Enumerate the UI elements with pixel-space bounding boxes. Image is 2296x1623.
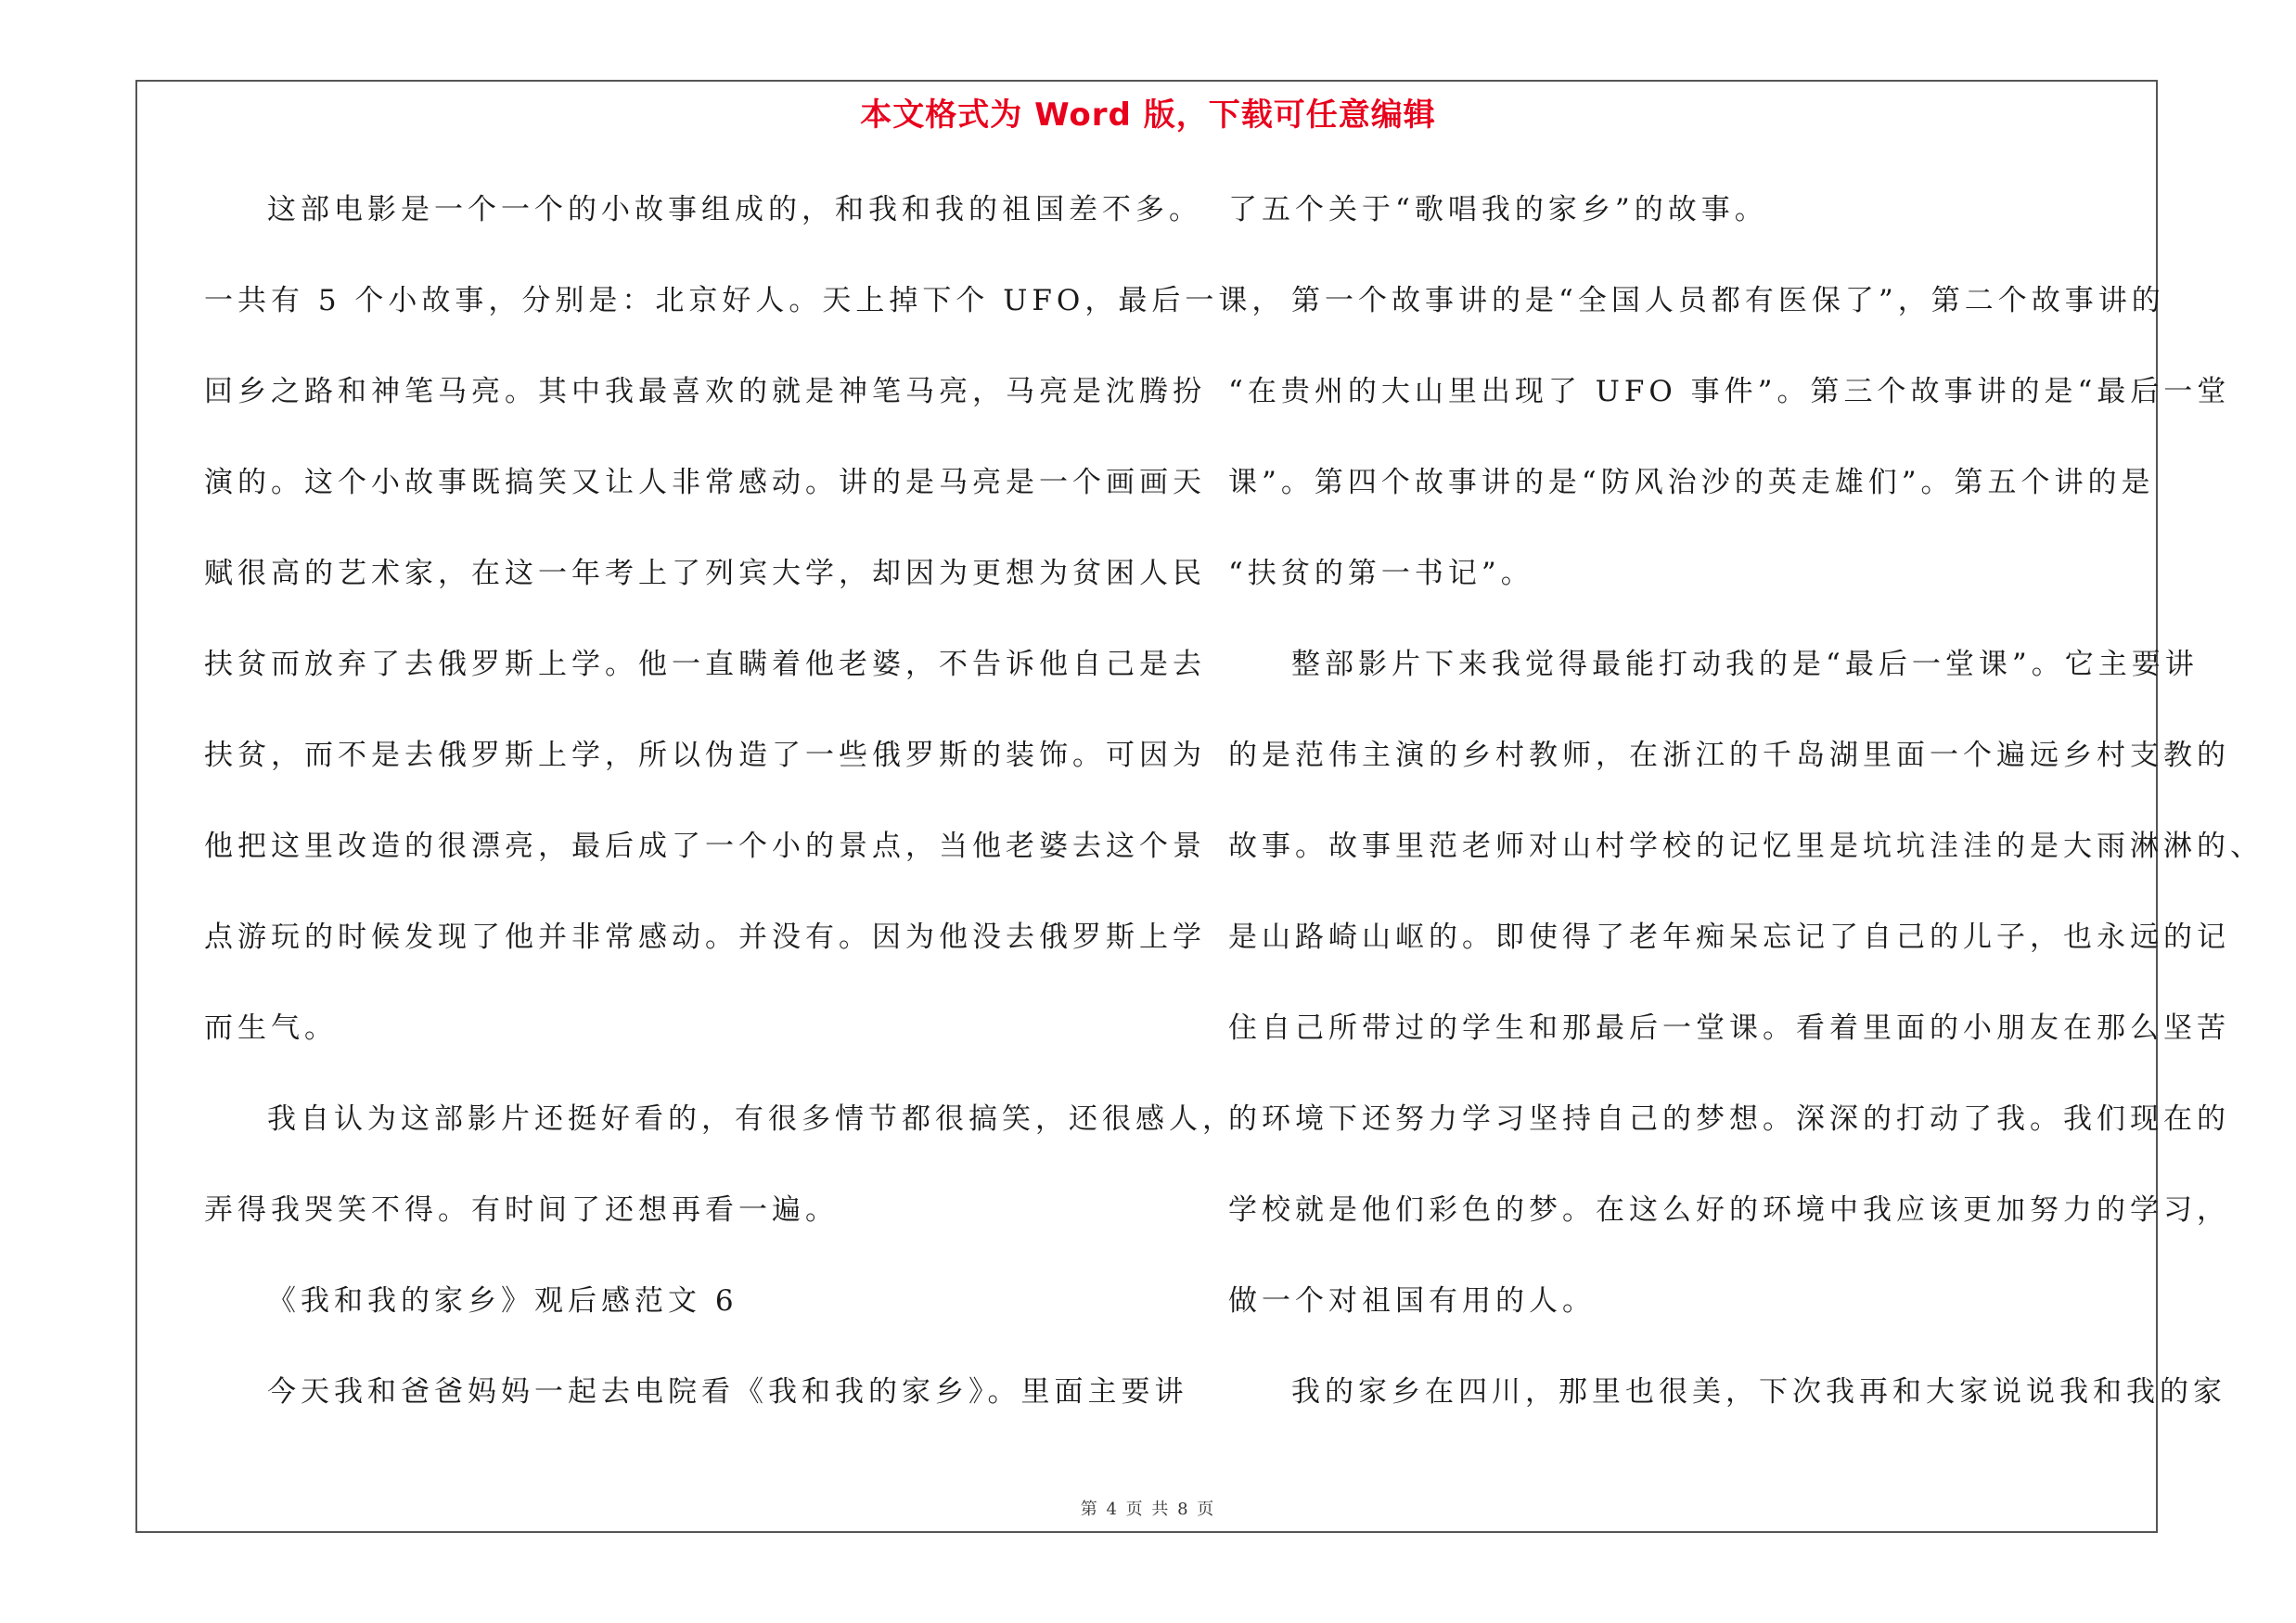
- text-line: 我自认为这部影片还挺好看的，有很多情节都很搞笑，还很感人，: [267, 1102, 1236, 1136]
- text-line: 了五个关于“歌唱我的家乡”的故事。: [1228, 193, 1768, 226]
- text-line: 是山路崎山岖的。即使得了老年痴呆忘记了自己的儿子，也永远的记: [1228, 921, 2230, 954]
- text-line: 《我和我的家乡》观后感范文 6: [267, 1284, 738, 1318]
- text-line: 的是范伟主演的乡村教师，在浙江的千岛湖里面一个遍远乡村支教的: [1228, 739, 2230, 772]
- word-format-banner: 本文格式为 Word 版，下载可任意编辑: [860, 97, 1436, 134]
- text-line: 故事。故事里范老师对山村学校的记忆里是坑坑洼洼的是大雨淋淋的、: [1228, 830, 2264, 863]
- text-line: 回乡之路和神笔马亮。其中我最喜欢的就是神笔马亮，马亮是沈腾扮: [204, 375, 1206, 408]
- left-text-column: [204, 182, 1286, 1455]
- text-line: 做一个对祖国有用的人。: [1228, 1284, 1596, 1318]
- text-line: 一共有 5 个小故事，分别是：北京好人。天上掉下个 UFO，最后一课，: [204, 284, 1286, 317]
- text-line: 课”。第四个故事讲的是“防风治沙的英走雄们”。第五个讲的是: [1228, 466, 2155, 499]
- text-line: 而生气。: [204, 1011, 338, 1045]
- text-line: 点游玩的时候发现了他并非常感动。并没有。因为他没去俄罗斯上学: [204, 921, 1206, 954]
- text-line: 这部电影是一个一个的小故事组成的，和我和我的祖国差不多。: [267, 193, 1202, 226]
- text-line: 我的家乡在四川，那里也很美，下次我再和大家说说我和我的家: [1291, 1375, 2226, 1409]
- text-line: 弄得我哭笑不得。有时间了还想再看一遍。: [204, 1193, 839, 1227]
- text-line: 扶贫，而不是去俄罗斯上学，所以伪造了一些俄罗斯的装饰。可因为: [204, 739, 1206, 772]
- text-line: 演的。这个小故事既搞笑又让人非常感动。讲的是马亮是一个画画天: [204, 466, 1206, 499]
- text-line: 他把这里改造的很漂亮，最后成了一个小的景点，当他老婆去这个景: [204, 830, 1206, 863]
- text-line: 赋很高的艺术家，在这一年考上了列宾大学，却因为更想为贫困人民: [204, 557, 1206, 590]
- text-line: 的环境下还努力学习坚持自己的梦想。深深的打动了我。我们现在的: [1228, 1102, 2230, 1136]
- text-line: “在贵州的大山里出现了 UFO 事件”。第三个故事讲的是“最后一堂: [1228, 375, 2231, 408]
- text-line: 整部影片下来我觉得最能打动我的是“最后一堂课”。它主要讲: [1291, 648, 2199, 681]
- page-number: 第 4 页 共 8 页: [1080, 1500, 1216, 1519]
- text-line: 第一个故事讲的是“全国人员都有医保了”，第二个故事讲的: [1291, 284, 2165, 317]
- text-line: 住自己所带过的学生和那最后一堂课。看着里面的小朋友在那么坚苦: [1228, 1011, 2230, 1045]
- right-text-column: [1228, 182, 2264, 1455]
- text-line: 今天我和爸爸妈妈一起去电院看《我和我的家乡》。里面主要讲: [267, 1375, 1188, 1409]
- text-line: 扶贫而放弃了去俄罗斯上学。他一直瞒着他老婆，不告诉他自己是去: [204, 648, 1206, 681]
- text-line: 学校就是他们彩色的梦。在这么好的环境中我应该更加努力的学习，: [1228, 1193, 2230, 1227]
- text-line: “扶贫的第一书记”。: [1228, 557, 1534, 590]
